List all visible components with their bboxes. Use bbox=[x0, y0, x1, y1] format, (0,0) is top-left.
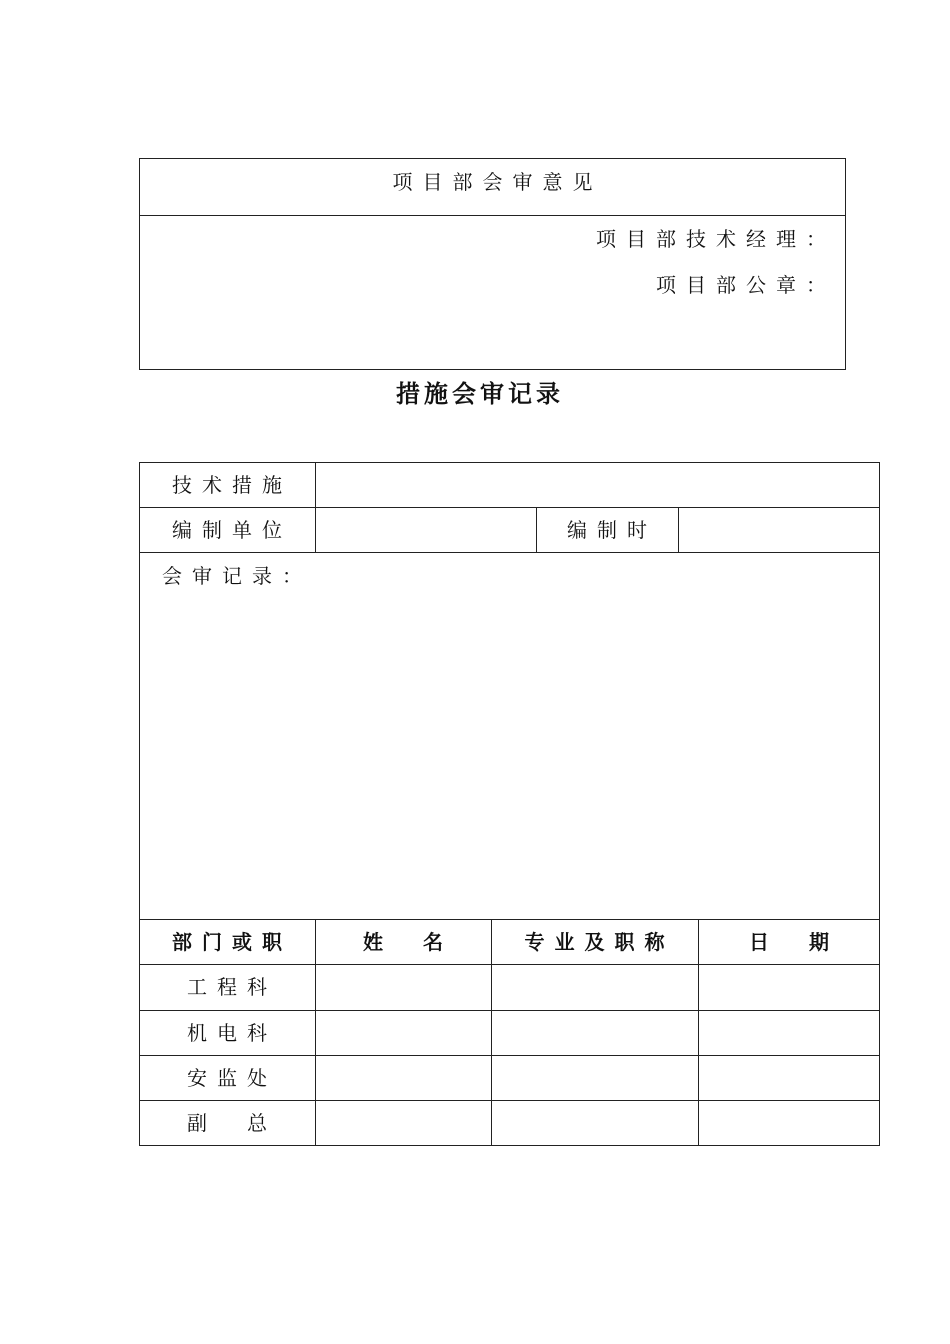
table-row-dept: 安监处 bbox=[187, 1066, 277, 1090]
col-header-name: 姓 名 bbox=[363, 930, 453, 954]
row-divider bbox=[139, 552, 880, 553]
table-row-dept: 工程科 bbox=[187, 975, 277, 999]
unit-label: 编制单位 bbox=[172, 518, 292, 542]
row-divider bbox=[139, 964, 880, 965]
col-divider bbox=[491, 919, 492, 1146]
row-divider bbox=[139, 919, 880, 920]
col-divider bbox=[698, 919, 699, 1146]
table-row-dept: 副 总 bbox=[187, 1111, 277, 1135]
manager-signature-label: 项目部技术经理： bbox=[596, 227, 836, 251]
row-divider bbox=[139, 507, 880, 508]
time-label: 编制时 bbox=[567, 518, 657, 542]
page-title: 措施会审记录 bbox=[396, 380, 564, 408]
time-field[interactable] bbox=[688, 520, 868, 542]
unit-field[interactable] bbox=[325, 520, 525, 542]
tech-measure-field[interactable] bbox=[325, 475, 870, 497]
opinion-header: 项目部会审意见 bbox=[392, 170, 603, 194]
row-divider bbox=[139, 1010, 880, 1011]
row-divider bbox=[139, 1100, 880, 1101]
review-record-label: 会审记录： bbox=[162, 564, 312, 588]
opinion-divider bbox=[139, 215, 846, 216]
seal-label: 项目部公章： bbox=[656, 273, 836, 297]
table-row-dept: 机电科 bbox=[187, 1021, 277, 1045]
col-header-dept: 部门或职 bbox=[172, 930, 292, 954]
tech-measure-label: 技术措施 bbox=[172, 473, 292, 497]
row-divider bbox=[139, 1055, 880, 1056]
col-header-title: 专业及职称 bbox=[524, 930, 675, 954]
col-header-date: 日 期 bbox=[749, 930, 839, 954]
